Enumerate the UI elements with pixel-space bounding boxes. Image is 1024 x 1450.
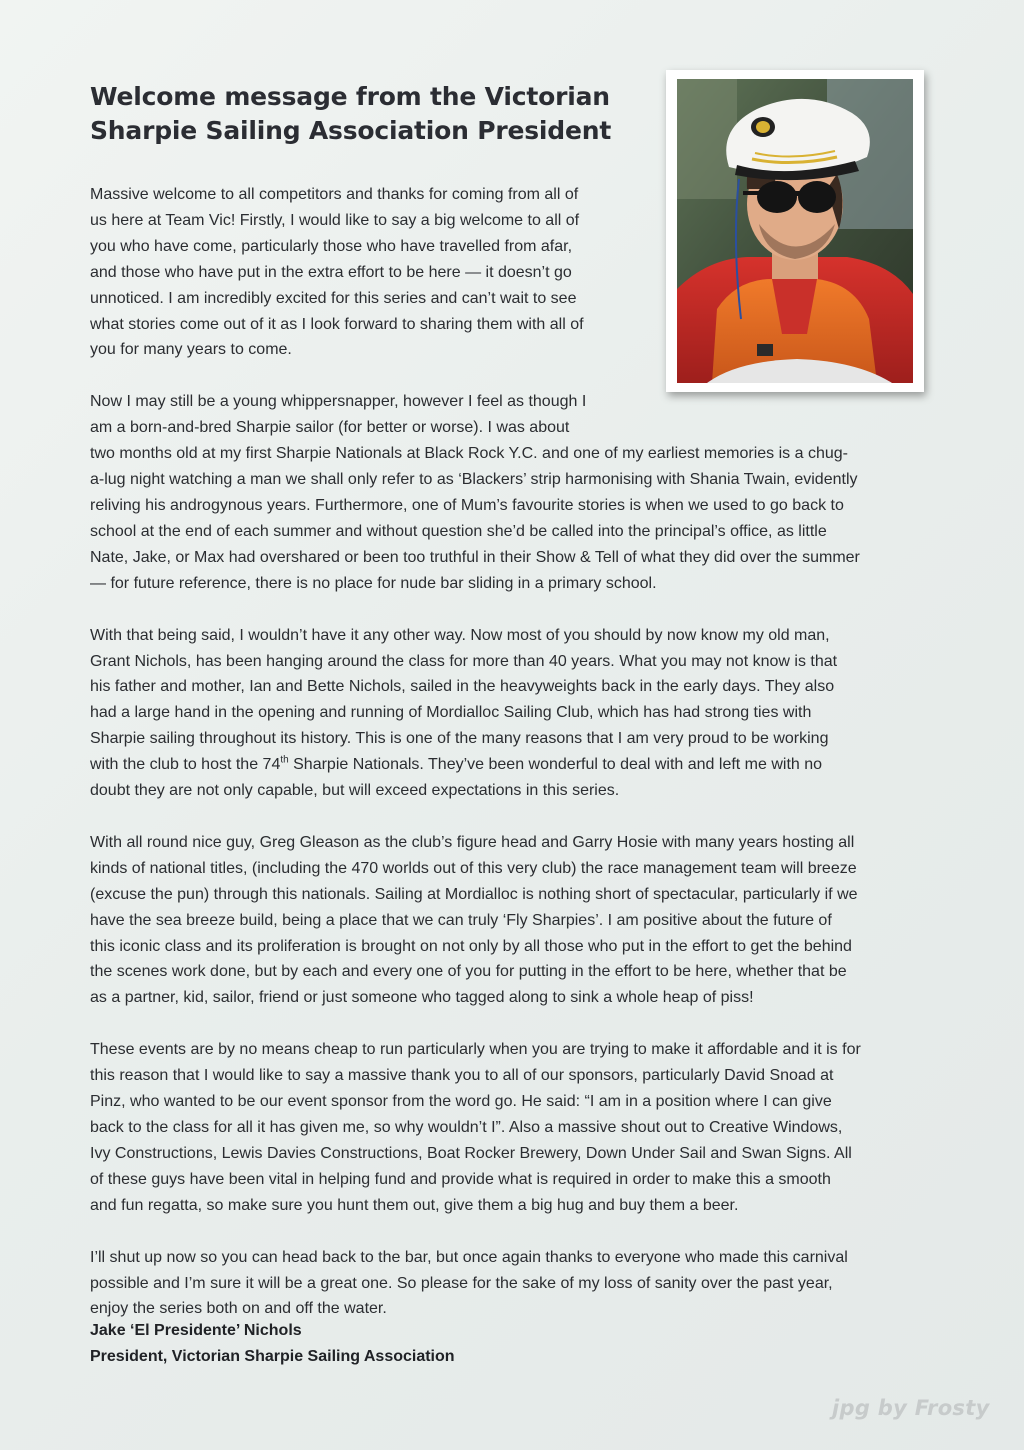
paragraph-closing (90, 1245, 940, 1323)
text-line: doubt they are not only capable, but will exceed expectations in this series. (90, 782, 620, 800)
text-line: and fun regatta, so make sure you hunt them out, give them a big hug and buy them a beer. (90, 1196, 739, 1214)
text-line: had a large hand in the opening and running of Mordialloc Sailing Club, which has had strong ties with (90, 704, 812, 722)
paragraph-family-history (90, 623, 940, 804)
text-line: kinds of national titles, (including the 470 worlds out of this very club) the race management team will breeze (90, 859, 857, 877)
text-line: With that being said, I wouldn’t have it any other way. Now most of you should by now know my old man, (90, 626, 830, 644)
signature-block (90, 1318, 455, 1370)
text-line: have the sea breeze build, being a place that we can truly ‘Fly Sharpies’. I am positive about the future of (90, 911, 832, 929)
title-line: Welcome message from the Victorian (90, 82, 610, 111)
text-line: Nate, Jake, or Max had overshared or been too truthful in their Show & Tell of what they did over the summer (90, 548, 860, 566)
text-line: reliving his androgynous years. Furthermore, one of Mum’s favourite stories is when we used to go back to (90, 496, 844, 514)
text-line: school at the end of each summer and without question she’d be called into the principal’s office, as little (90, 522, 827, 540)
text-line: Now I may still be a young whippersnapper, however I feel as though I (90, 393, 587, 411)
text-line: what stories come out of it as I look forward to sharing them with all of (90, 315, 584, 333)
paragraph-background (90, 389, 940, 596)
text-line: I’ll shut up now so you can head back to the bar, but once again thanks to everyone who made this carnival (90, 1248, 848, 1266)
text-line: this iconic class and its proliferation is brought on not only by all those who put in the effort to get the behind (90, 937, 852, 955)
paragraph-welcome (90, 182, 940, 363)
text-line: — for future reference, there is no place for nude bar sliding in a primary school. (90, 574, 657, 592)
text-line: back to the class for all it has given me, so why wouldn’t I”. Also a massive shout out to Creative Windows, (90, 1119, 843, 1136)
text-line: his father and mother, Ian and Bette Nichols, sailed in the heavyweights back in the early days. They also (90, 678, 835, 696)
title-line: Sharpie Sailing Association President (90, 116, 612, 145)
text-line: with the club to host the 74th Sharpie Nationals. They’ve been wonderful to deal with and left me with no (90, 754, 823, 774)
text-line: enjoy the series both on and off the water. (90, 1300, 387, 1318)
text-line: two months old at my first Sharpie Nationals at Black Rock Y.C. and one of my earliest memories is a chug- (90, 445, 848, 463)
text-line: Grant Nichols, has been hanging around the class for more than 40 years. What you may not know is that (90, 652, 838, 670)
text-line: Pinz, who wanted to be our event sponsor from the word go. He said: “I am in a position where I can give (90, 1093, 832, 1111)
text-line: this reason that I would like to say a massive thank you to all of our sponsors, particularly David Snoad at (90, 1067, 834, 1085)
text-line: as a partner, kid, sailor, friend or just someone who tagged along to sink a whole heap of piss! (90, 989, 754, 1007)
paragraph-race-management (90, 830, 940, 1011)
text-line: a-lug night watching a man we shall only refer to as ‘Blackers’ strip harmonising with Shania Twain, evidently (90, 471, 858, 489)
text-line: (excuse the pun) through this nationals. Sailing at Mordialloc is nothing short of spectacular, particularly if we (90, 885, 858, 903)
signature-role: President, Victorian Sharpie Sailing Association (90, 1348, 455, 1365)
text-line: With all round nice guy, Greg Gleason as the club’s figure head and Garry Hosie with many years hosting all (90, 833, 855, 851)
text-line: the scenes work done, but by each and every one of you for putting in the effort to be here, whether that be (90, 963, 847, 981)
text-line: unnoticed. I am incredibly excited for this series and can’t wait to see (90, 289, 577, 307)
text-line: of these guys have been vital in helping fund and provide what is required in order to make this a smooth (90, 1170, 831, 1188)
paragraph-sponsors (90, 1037, 940, 1218)
text-line: you for many years to come. (90, 341, 292, 359)
text-line: Sharpie sailing throughout its history. This is one of the many reasons that I am very proud to be working (90, 730, 829, 748)
page-title (90, 80, 650, 148)
letter-body (90, 182, 940, 1348)
text-line: Ivy Constructions, Lewis Davies Constructions, Boat Rocker Brewery, Down Under Sail and Swan Signs. All (90, 1144, 852, 1162)
text-line: and those who have put in the extra effort to be here — it doesn’t go (90, 263, 572, 281)
text-line: you who have come, particularly those who have travelled from afar, (90, 237, 573, 255)
text-line: am a born-and-bred Sharpie sailor (for better or worse). I was about (90, 419, 570, 437)
signature-name: Jake ‘El Presidente’ Nichols (90, 1322, 302, 1339)
text-line: possible and I’m sure it will be a great one. So please for the sake of my loss of sanity over the past year, (90, 1274, 833, 1292)
text-line: us here at Team Vic! Firstly, I would like to say a big welcome to all of (90, 211, 580, 229)
watermark: jpg by Frosty (832, 1396, 990, 1420)
text-line: Massive welcome to all competitors and thanks for coming from all of (90, 186, 579, 203)
text-line: These events are by no means cheap to run particularly when you are trying to make it affordable and it is for (90, 1041, 861, 1059)
